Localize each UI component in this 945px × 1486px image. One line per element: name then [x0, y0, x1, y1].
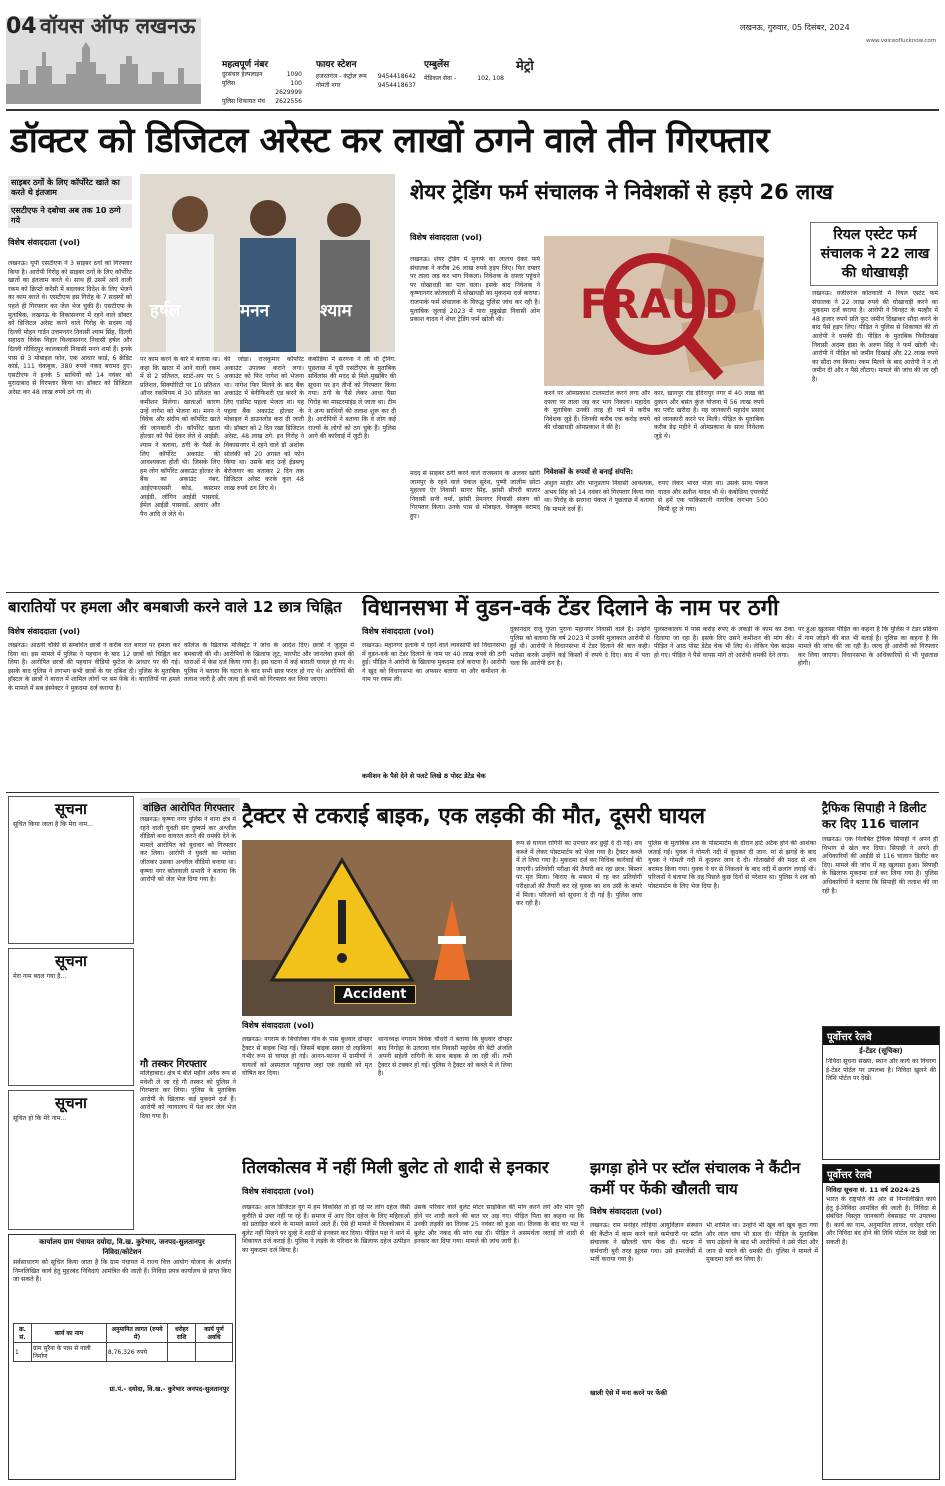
- vidhansabha-col-2: दुकानदार राजू गुप्ता पुराना महानगर निवासी वाले हैं। उन्होंने पुलिस को बताया कि वर्ष 2023 में उनकी मुलाकात आरोपी से हुई थी। आरोपी ने विधानसभा में टेंडर दिलाने की बात कही। भरोसा करके उन्होंने कई किस्तों में रुपये दे दिए। बाद में पता चला कि आरोपी ठग है।: [510, 626, 650, 668]
- lead-photo: [140, 174, 395, 352]
- accident-headline: ट्रैक्टर से टकराई बाइक, एक लड़की की मौत, दूसरी घायल: [242, 804, 706, 829]
- lead-byline: विशेष संवाददाता (vol): [8, 238, 81, 247]
- wanted-headline: वांछित आरोपित गिरफ्तार: [140, 798, 240, 816]
- canteen-col-2: भी शामिल था। उन्होंने भी खूब को खूब कूटा गया और लाल चाय भी डाल दी। पीड़ित के मुताबिक चाय उड़ेलने के बाद भी आरोपियों ने उसे पीटा और जान से मारने की धमकी दी। पुलिस ने मामले में मुकदमा दर्ज कर लिया है।: [706, 1222, 818, 1264]
- notice-title: सूचना: [55, 1094, 87, 1112]
- railway-title: पूर्वोत्तर रेलवे: [823, 1165, 939, 1183]
- railway-title: पूर्वोत्तर रेलवे: [823, 1027, 939, 1045]
- realestate-col: लखनऊ। वजीरगंज कोतवाली में रियल एस्टेट फर्म संचालक ने 22 लाख रुपये की धोखाधड़ी करने का मुकदमा दर्ज कराया है। आरोपी ने चिनहट के मल्हौर में 48 हजार रुपये प्रति फुट जमीन दिखाकर सौदा करने के बाद पैसे हड़प लिए। पीड़ित ने पुलिस से शिकायत की तो आरोपी ने धमकी दी। पीड़ित के मुताबिक विनीतखंड निवासी अदम्य इंफ्रा के अरुण सिंह ने फर्म खोली थी। आरोपी ने पीड़ित को जमीन दिखाई और 22 लाख रुपये का सौदा तय किया। रकम मिलने के बाद आरोपी ने न तो जमीन दी और न पैसे लौटाए। मामले की जांच की जा रही है।: [812, 290, 938, 383]
- notice-box: [8, 948, 134, 1086]
- lead-headline: डॉक्टर को डिजिटल अरेस्ट कर लाखों ठगने वाले तीन गिरफ्तार: [10, 121, 770, 161]
- realestate-headline: रियल एस्टेट फर्म संचालक ने 22 लाख की धोखाधड़ी: [820, 227, 930, 281]
- share-col-3: कार, खानपुर रोड इंदिरापुर नगर में 40 लाख की दुकान और बसंत कुंज योजना में 56 लाख रुपये का प्लॉट खरीदा है। यह जानकारी महादेव प्रसाद को जानकारी करने पर मिली। पीड़ित के मुताबिक करीब डेढ़ महीने में ओमप्रकाश के साथ निवेशक जुड़े थे।: [654, 390, 764, 440]
- lead-col-4: कंबोडिया में सरगना ने ली थी ट्रेनिंग: पूछताछ में यूपी एसटीएफ के मुताबिक सर्विलांस की मदद से मिले मुखबिर की सूचना पर इन तीनों को गिरफ्तार किया गया। ठगी के पैसे लेकर आधा पैसा गिरोह का मास्टरमाइंड ले जाता था। टीम ने अन्य साथियों की तलाश शुरू कर दी है। आरोपियों ने बताया कि वे लोग कई राज्यों के लोगों को ठग चुके हैं। पुलिस आगे की कार्रवाई में जुटी है।: [308, 356, 396, 441]
- railway-body: भारत के राष्ट्रपति की ओर से निम्नलिखित कार्य हेतु ई-निविदा आमंत्रित की जाती है। निविदा से संबंधित विस्तृत जानकारी वेबसाइट पर उपलब्ध है। कार्य का नाम, अनुमानित लागत, धरोहर राशि और निविदा बंद होने की तिथि पोर्टल पर देखी जा सकती है।: [826, 1196, 936, 1246]
- tender-col-head: कार्य पूर्ण अवधि: [195, 1324, 232, 1343]
- railway-ad-2: [822, 1164, 940, 1480]
- share-col-2: करने पर ओमप्रकाश टालमटोल करने लगा और दफ्तर पर ताला जड़ कर भाग निकला। महादेव के मुताबिक उनकी तरह ही फर्म में करीब निवेशक जुड़े हैं। जिनकी करीब एक करोड़ रुपये की धोखाधड़ी ओमप्रकाश ने की है।: [544, 390, 650, 432]
- traffic-headline: ट्रैफिक सिपाही ने डिलीट कर दिए 116 चालान: [822, 801, 927, 831]
- contacts-fire: हजरतगंज - कंट्रोल रूम 9454418642 गोमती नगर 9454418637: [316, 73, 416, 89]
- tender-title: कार्यालय ग्राम पंचायत दयोदा, वि.ख. कुरेभार, जनपद-सुलतानपुर: [39, 1238, 205, 1246]
- contacts-amb: मेडिकल सेवा - 102, 108: [424, 75, 504, 82]
- vidhansabha-byline: विशेष संवाददाता (vol): [362, 627, 435, 636]
- accident-byline: विशेष संवाददाता (vol): [242, 1021, 315, 1030]
- accident-col-1: लखनऊ। नगराम के बिचलिका गांव के पास बुधवार दोपहर ट्रैक्टर से बाइक भिड़ गई। जिसमें बाइक सवार दो लड़कियां गंभीर रूप से घायल हो गईं। आनन-फानन में ग्रामीणों ने घायलों को अस्पताल पहुंचाया जहां एक लड़की को मृत घोषित कर दिया।: [242, 1036, 372, 1078]
- contacts-important: दूरसंचार हेल्पलाइन 1090 पुलिस 100 2629999 पुलिस शिकायत मंच 2622556: [222, 71, 302, 105]
- cow-smuggler-sub: गौ तस्कर गिरफ्तार: [140, 1059, 207, 1070]
- vidhansabha-col-3: पुलस्तकालय में पास करोड़ रुपए के लकड़ी के काम का ठेका दिलाया जा रहा है। इसके लिए उसने कमीशन की मांग की। पीड़ित ने आठ पोस्ट डेटेड चेक भी लिए थे। लेकिन चेक बाउंस हो गए। पीड़ित ने पैसे वापस मांगे तो आरोपी धमकी देने लगा।: [654, 626, 794, 659]
- vidhansabha-col-1: लखनऊ। महानगर इलाके में रहने वाले व्यवसायी को विधानसभा में वुडन-वर्क का टेंडर दिलाने के नाम पर 40 लाख रुपये की ठगी हुई। पीड़ित ने आरोपी के खिलाफ मुकदमा दर्ज कराया है। आरोपी ने खुद को विधानसभा का अफसर बताया था और कमीशन के नाम पर रकम ली।: [362, 642, 506, 684]
- traffic-col: लखनऊ। एक निलंबित ट्रैफिक सिपाही ने अपने ही विभाग से खेल कर दिया। सिपाही ने अपने ही अधिकारियों की आईडी से 116 चालान डिलीट कर दिए। मामले की जांच में यह खुलासा हुआ। सिपाही के खिलाफ मुकदमा दर्ज कर लिया गया है। पुलिस अधिकारियों ने बताया कि सिपाही की तलाश की जा रही है।: [822, 836, 938, 895]
- suspect-name: हर्षल: [150, 301, 181, 321]
- lead-bullets: [8, 176, 132, 228]
- baraat-col-2: कॉलेज के खिलाफ मजिस्ट्रेट ने जांच के आदेश दिए। छात्रों ने जुलूस में बमबाजी की थी। आरोपियों के खिलाफ लूट, मारपीट और जानलेवा हमले की धाराओं में केस दर्ज किया गया है। इस घटना में कई बाराती घायल हो गए थे। पुलिस ने बताया कि घटना के बाद सभी छात्र फरार हो गए थे। आरोपियों की तलाश जारी है और जल्द ही सभी को गिरफ्तार कर लिया जाएगा।: [184, 642, 354, 684]
- tender-sign: ग्रा.पं.- दयोदा, वि.ख.- कुरेभार जनपद-सुलतानपुर: [109, 1385, 229, 1393]
- canteen-sub: खाली ऐसे में मना करने पर फेंकी: [590, 1389, 668, 1397]
- tender-table: [13, 1323, 233, 1362]
- website: www.voiceoflucknow.com: [866, 38, 937, 44]
- masthead-rule: [6, 109, 939, 111]
- wedding-headline: तिलकोत्सव में नहीं मिली बुलेट तो शादी से इनकार: [242, 1158, 549, 1178]
- accident-badge: Accident: [334, 985, 416, 1004]
- tender-col-head: अनुमानित लागत (रुपये में): [106, 1324, 167, 1343]
- notice-body: मेरा नाम बदल गया है...: [13, 973, 67, 980]
- paper-name: वॉयस ऑफ लखनऊ: [40, 14, 196, 38]
- vidhansabha-sub: कमीशन के पैसे देने से पलटे लिखे 8 पोस्ट डेटेड चेक: [362, 772, 486, 780]
- wedding-col-2: उसके परिवार वाले बुलेट मोटर साइकिल की मांग करने लगे और मांग पूरी होने पर शादी करने की बात पर अड़ गए। पीड़ित पिता का कहना था कि उनकी लड़की का तिलक 25 नवंबर को हुआ था। तिलक के बाद वर पक्ष ने बुलेट और नकद की मांग रख दी। पीड़ित ने असमर्थता जताई तो शादी से इनकार कर दिया गया। मामले की जांच जारी है।: [414, 1204, 584, 1246]
- contacts-fire-title: फायर स्टेशन: [316, 60, 357, 70]
- tender-body: सर्वसाधारण को सूचित किया जाता है कि ग्राम पंचायत में राज्य वित्त आयोग योजना के अंतर्गत निम्नलिखित कार्य हेतु मुहरबंद निविदाएं आमंत्रित की जाती हैं। निविदा प्रपत्र कार्यालय से प्राप्त किए जा सकते हैं।: [13, 1259, 231, 1284]
- accident-col-3: रूप से घायल रागिनी का उपचार कर छुट्टी दे दी गई। शव कब्जे में लेकर पोस्टमार्टम को भेजा गया है। ट्रैक्टर कब्जे में ले लिया गया है। मुकदमा दर्ज कर विधिक कार्रवाई की जाएगी। प्रतियोगी परीक्षा की तैयारी कर रहा छात्र: बिस्तर पर मृत मिला। किराए के मकान में रह कर प्रतियोगी परीक्षाओं की तैयारी कर रहे युवक का शव उसी के कमरे में मिला। परिजनों को सूचना दे दी गई है। पुलिस जांच कर रही है।: [516, 840, 642, 908]
- suspects-image: [140, 174, 395, 352]
- masthead: [0, 0, 945, 112]
- accident-col-4: पुलिस के मुताबिक शव के पोस्टमार्टम के दौरान हार्ट अटैक होने की आशंका जताई गई। युवक ने गोमती नदी में कूदकर दी जान: मां से झगड़े के बाद युवक ने गोमती नदी में कूदकर जान दे दी। गोताखोरों की मदद से शव बरामद किया गया। युवक ने घर से निकलने के बाद नदी में छलांग लगाई थी। परिजनों ने बताया कि वह पिछले कुछ दिनों से परेशान था। पुलिस ने शव को पोस्टमार्टम के लिए भेज दिया है।: [648, 840, 816, 890]
- railway-body: निविदा सूचना संख्या, स्थान और कार्य का विवरण ई-टेंडर पोर्टल पर उपलब्ध है। निविदा खुलने की तिथि पोर्टल पर देखें।: [826, 1058, 936, 1083]
- table-row: 1 ग्राम सुरैना के पास से नाली निर्माण 8,76,326 रुपये: [14, 1343, 233, 1362]
- railway-ad-1: [822, 1026, 940, 1160]
- share-headline: शेयर ट्रेडिंग फर्म संचालक ने निवेशकों से हड़पे 26 लाख: [410, 180, 833, 204]
- page-number: 04: [6, 14, 37, 39]
- suspect-name: मनन: [240, 301, 270, 321]
- share-byline: विशेष संवाददाता (vol): [410, 233, 483, 242]
- tender-col-head: धरोहर राशि: [168, 1324, 196, 1343]
- canteen-headline: झगड़ा होने पर स्टॉल संचालक ने कैंटीन कर्मी पर फेंकी खौलती चाय: [590, 1159, 801, 1198]
- notice-box: [8, 796, 134, 944]
- tender-ad: [8, 1234, 236, 1480]
- lead-col-3: की जोड़ा। राजकुमार कॉर्पोरेट अकाउंट उपलब्ध कराने लगा। अकाउंट को फिर नागेश को भेजना था। नागेश फिर मिलने के बाद बैंक अकाउंट में बेनीफिशरी एड करने के लिए एडमिट पहला भेजता था। यह पहला बैंक अकाउंट होल्डर के मोबाइल में डाउनलोड करा दी जाती थी। डॉक्टर को 2 दिन रखा डिजिटल अरेस्ट, 48 लाख ठगे: इन गिरोह ने विकासनगर में रहने वाले डॉ अशोक सोलंकी को 20 अगस्त को फोन किया था। उसके बाद उन्हें ईडब्ल्यू बेरोजगार का बताकर 2 दिन तक डिजिटल अरेस्ट करके कुल 48 लाख रुपये ठग लिए थे।: [224, 356, 304, 492]
- baraat-col-1: लखनऊ। आठवीं चौकी से सम्बधित छात्रों ने करीब रात बारात पर हमला कर दिया था। इस मामले में पुलिस ने पहचान के बाद 12 छात्रों को चिह्नित कर लिया है। आरोपित छात्रों की पहचान वीडियो फुटेज के आधार पर की गई। इसके बाद पुलिस ने लगभग सभी छात्रों के घर दबिश दी। पुलिस के मुताबिक हॉस्टल के छात्रों ने बारात में शामिल लोगों पर बम फेंके थे। बारातियों पर हमले के मामले में सब इंस्पेक्टर ने मुकदमा दर्ज कराया है।: [8, 642, 180, 692]
- tender-col-head: कार्य का नाम: [32, 1324, 107, 1343]
- lead-bullet: साइबर ठगों के लिए कॉर्पोरेट खाते का करते थे इंतजाम: [8, 176, 132, 200]
- notice-title: सूचना: [55, 952, 87, 970]
- share-col-5: अंशुल माहौर और भानुप्रताप निवासी आवश्यक, अभय सिंह को 14 नवंबर को गिरफ्तार किया गया था। गिरोह के सरगना पंकज ने पूछताछ में बताया कि मामले दर्ज हैं।: [544, 480, 654, 513]
- vidhansabha-headline: विधानसभा में वुडन-वर्क टेंडर दिलाने के नाम पर ठगी: [362, 596, 779, 621]
- wanted-col: लखनऊ। कृष्णा नगर पुलिस ने थाना क्षेत्र में रहने वाली युवती संग दुष्कर्म कर अश्लील वीडियो बना वायरल करने की धमकी देने के मामले आरोपित को बुधवार को गिरफ्तार कर लिया। आरोपी ने युवती का भरोसा जीतकर उसका अश्लील वीडियो बनाया था। कृष्णा नगर कोतवाली प्रभारी ने बताया कि आरोपी को जेल भेज दिया गया है।: [140, 816, 236, 884]
- share-col-4: मदद से साइबर ठगी करने वाले राजस्थान के अलवर खोरी जामपुर के रहने वाले पंकज सुरेश, पुष्पी जालीम छोटा मुहल्ला ऐर निवासी सागर सिंह, झांसी सीपरी बाजार निवासी सनी वर्मा, झांसी प्रेमनगर निवासी संजय को गिरफ्तार किया। उनके पास से मोबाइल, चेकबुक बरामद हुए।: [410, 470, 540, 520]
- suspect-name: श्याम: [320, 301, 352, 321]
- skyline-icon: [6, 40, 201, 104]
- share-col-6: रुपए लेकर भारत भेजा था। उसके साथ पंकज यादव और सतीश यादव भी थे। कंबोडिया एयरपोर्ट से हमें एक पाकिस्तानी नागरिक लगभग 500 किमी दूर ले गया।: [658, 480, 768, 513]
- tender-col-head: क्र. सं.: [14, 1324, 32, 1343]
- cow-smuggler-col: मलिहाबाद। क्षेत्र में बीते महीने अवैध रूप से मवेशी ले जा रहे गौ तस्कर को पुलिस ने गिरफ्तार कर लिया। पुलिस के मुताबिक आरोपी के खिलाफ कई मुकदमे दर्ज हैं। आरोपी को न्यायालय में पेश कर जेल भेज दिया गया है।: [140, 1070, 236, 1120]
- accident-photo: [242, 840, 512, 1016]
- lead-col-2: पर काम करने के बारे में बताया था। कहा कि खाता में आने वाली रकम में से 2 प्रतिशत, स्टार्ट-अप पर 5 प्रतिशत, सिक्योरिटी पर 10 प्रतिशत ऑनर रकमियम में 30 प्रतिशत का कमीशन मिलेगा। खाताओं कारण उन्हें नागेश को भेजना था। मनन ने विवेक और संदीप को कॉर्पोरेट खाते की जानकारी दी। कॉर्पोरेट खाता होल्डर को पैसे देकर लेते थे आईडी: श्याम ने बताया, ठगी के पैसों के लिए कॉर्पोरेट अकाउंट की आवश्यकता होती थी। जिसके लिए हम लोग कॉर्पोरेट अकाउंट होल्डर के बैंक का अकाउंट नंबर, आईएफएससी कोड, कस्टमर आईडी, लॉगिन आईडी पासवर्ड, ईमेल आईडी पासवर्ड, आधार और पैन आदि ले लेते थे।: [140, 356, 220, 518]
- canteen-byline: विशेष संवाददाता (vol): [590, 1207, 663, 1216]
- notice-box: [8, 1090, 134, 1230]
- contacts-amb-title: एम्बुलेंस: [424, 60, 450, 70]
- section-rule: [6, 592, 939, 593]
- wedding-col-1: लखनऊ। आज डिजिटल युग में हम विकसित तो हो रहे पर लोग दहेज जैसी कुरीति से उबर नहीं पा रहे हैं। समाज में आए दिन दहेज के लिए महिलाओं को प्रताड़ित करने के मामले सामने आते हैं। ऐसे ही मामले में तिलकोत्सव में बुलेट नहीं मिलने पर दूल्हे ने शादी से इनकार कर दिया। पीड़ित पक्ष ने थाने में शिकायत दर्ज कराई है। पुलिस ने लड़के के परिवार के खिलाफ दहेज उत्पीड़न का मुकदमा दर्ज किया है।: [242, 1204, 410, 1254]
- vidhansabha-col-4: पर हुआ खुलासा पीड़ित का कहना है कि पुलिस ने टेंडर प्रक्रिया में नाम जोड़ने की बात भी बताई है। पुलिस का कहना है कि मामले की जांच की जा रही है। जल्द ही आरोपी को गिरफ्तार कर लिया जाएगा। विधानसभा के अधिकारियों से भी पूछताछ होगी।: [798, 626, 938, 668]
- lead-col-1: लखनऊ। यूपी एसटीएफ ने 3 साइबर ठगों को गिरफ्तार किया है। आरोपी गिरोह को साइबर ठगों के लिए कॉर्पोरेट खातों का इंतजाम करते थे। साथ ही उसमें आने वाली रकम को क्रिप्टो करेंसी में बदलकर विदेश के लिए भेजने का काम करते थे। एसटीएफ इस गिरोह के 7 सदस्यों को पहले ही गिरफ्तार कर जेल भेज चुकी है। एसटीएफ के मुताबिक, लखनऊ के विकासनगर में रहने वाले डॉक्टर को डिजिटल अरेस्ट करने वाले गिरोह के सदस्य नई दिल्ली मोहन गार्डन उत्तमनगर निवासी श्याम सिंह, दिल्ली सहादरा विवेक विहार विश्वासनगर निवासी हर्षल और दिल्ली गोविंदपुर कालकाजी निवासी मनन शर्मा हैं। इनके पास से 3 मोबाइल फोन, एक आधार कार्ड, 6 क्रेडिट कार्ड, 111 चेकबुक, 380 रुपये नकद बरामद हुए। एसटीएफ ने इनके 5 साथियों को 14 नवंबर को मुरादाबाद से गिरफ्तार किया था। डॉक्टर को डिजिटल अरेस्ट कर 48 लाख रुपये ठगे गए थे।: [8, 260, 132, 396]
- wedding-byline: विशेष संवाददाता (vol): [242, 1187, 315, 1196]
- section-name: मेट्रो: [516, 59, 534, 74]
- railway-sub: ई-टेंडर (सूचिका): [859, 1047, 903, 1055]
- canteen-col-1: लखनऊ। राम मनोहर लोहिया आयुर्विज्ञान संस्थान की कैंटीन में काम करने वाले कर्मचारी पर स्टॉल संचालक ने खौलती चाय फेंक दी। घटना में कर्मचारी बुरी तरह झुलस गया। उसे इमरजेंसी में भर्ती कराया गया है।: [590, 1222, 702, 1264]
- share-col-1: लखनऊ। शेयर ट्रेडिंग में मुनाफे का लालच देकर फर्म संचालक ने करीब 26 लाख रुपये हड़प लिए। फिर दफ्तर पर ताला जड़ कर भाग निकला। निवेशक के दफ्तर पहुंचने पर धोखाधड़ी का पता चला। इसके बाद निवेशक ने कृष्णानगर कोतवाली में धोखाधड़ी का मुकदमा दर्ज कराया। राजपार्क फर्म संचालक के विरुद्ध पुलिस जांच कर रही है। मुताबिक जुलाई 2023 में पारा मुन्नूखेड़ा निवासी ओम प्रकाश यादव ने शेयर ट्रेडिंग फर्म खोली थी।: [410, 256, 540, 324]
- baraat-headline: बारातियों पर हमला और बमबाजी करने वाले 12 छात्र चिह्नित: [8, 598, 342, 616]
- fraud-word: FRAUD: [580, 282, 739, 328]
- notice-title: सूचना: [55, 800, 87, 818]
- contacts-important-title: महत्वपूर्ण नंबर: [222, 60, 269, 70]
- lead-bullet: एसटीएफ ने दबोचा अब तक 10 ठग्गे गये: [8, 204, 132, 228]
- notice-body: सूचित किया जाता है कि मेरा नाम...: [13, 821, 94, 828]
- notice-body: सूचित हो कि मेरे नाम...: [13, 1115, 67, 1122]
- accident-col-2: थानाध्यक्ष नगराम विवेक चौधरी ने बताया कि बुधवार दोपहर बाद निगोहा के उतरावा गांव निवासी महादेव की बेटी अंजलि अपनी सहेली रागिनी के साथ बाइक से जा रही थीं। तभी ट्रैक्टर से टक्कर हो गई। पुलिस ने ट्रैक्टर को कब्जे में ले लिया है।: [378, 1036, 512, 1078]
- tender-sub: निविदा/कोटेशन: [102, 1248, 142, 1256]
- fraud-photo: [544, 236, 764, 386]
- railway-sub: निविदा सूचना सं. 11 वर्ष 2024-25: [826, 1186, 920, 1194]
- share-sub: निवेशकों के रुपयों से बनाई संपत्ति:: [544, 468, 634, 476]
- baraat-byline: विशेष संवाददाता (vol): [8, 627, 81, 636]
- issue-date: लखनऊ, गुरुवार, 05 दिसंबर, 2024: [740, 23, 850, 32]
- section-rule: [6, 792, 939, 793]
